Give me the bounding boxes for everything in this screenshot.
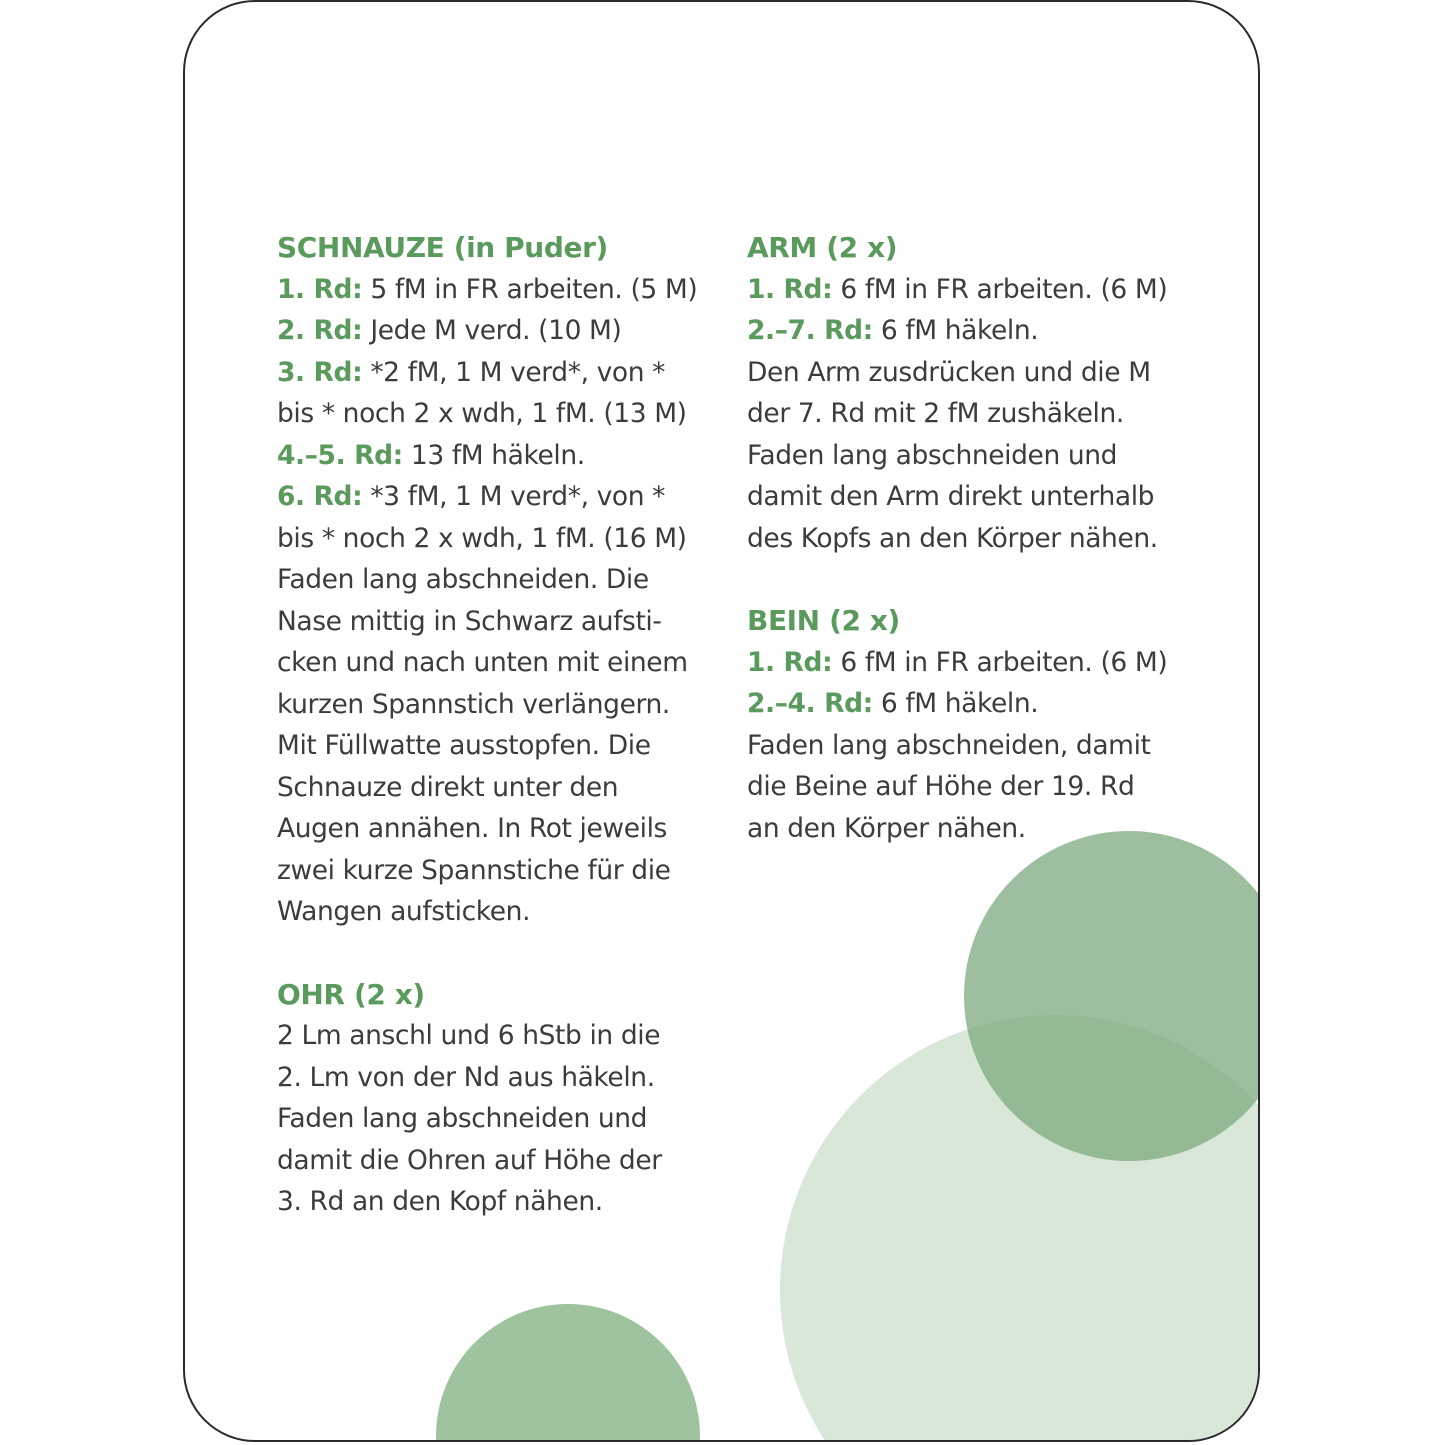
instruction-line — [277, 1015, 727, 1057]
instruction-text: der 7. Rd mit 2 fM zushäkeln. — [747, 398, 1124, 429]
instruction-text: bis * noch 2 x wdh, 1 fM. (16 M) — [277, 522, 687, 554]
round-label: 4.–5. Rd: — [277, 439, 403, 471]
instruction-text: Schnauze direkt unter den — [277, 771, 619, 803]
instruction-text: Faden lang abschneiden. Die — [277, 564, 649, 595]
instruction-line — [277, 891, 727, 933]
instruction-text: 2. Lm von der Nd aus häkeln. — [277, 1061, 655, 1093]
instruction-text: 6 fM häkeln. — [872, 688, 1039, 719]
instruction-line — [277, 559, 727, 601]
instruction-line — [747, 683, 1217, 725]
instruction-text: 13 fM häkeln. — [402, 439, 585, 471]
instruction-text: *2 fM, 1 M verd*, von * — [362, 356, 665, 388]
instruction-text: cken und nach unten mit einem — [277, 647, 688, 678]
section-title: ARM (2 x) — [747, 231, 898, 264]
instruction-text: zwei kurze Spannstiche für die — [277, 854, 671, 886]
instruction-text: bis * noch 2 x wdh, 1 fM. (13 M) — [277, 398, 687, 429]
instruction-text: *3 fM, 1 M verd*, von * — [362, 481, 665, 512]
instruction-line — [277, 808, 727, 850]
left-column — [277, 227, 727, 1264]
round-label: 1. Rd: — [747, 646, 833, 678]
instruction-text: an den Körper nähen. — [747, 812, 1026, 844]
instruction-text: 6 fM häkeln. — [872, 315, 1039, 346]
instruction-text: 3. Rd an den Kopf nähen. — [277, 1186, 603, 1217]
round-label: 6. Rd: — [277, 481, 363, 512]
instruction-text: die Beine auf Höhe der 19. Rd — [747, 771, 1135, 802]
instruction-line — [277, 725, 727, 767]
round-label: 2. Rd: — [277, 315, 363, 346]
section-title: OHR (2 x) — [277, 977, 425, 1011]
instruction-text: Wangen aufsticken. — [277, 896, 531, 927]
instruction-text: 5 fM in FR arbeiten. (5 M) — [362, 273, 698, 305]
instruction-line — [277, 393, 727, 435]
instruction-line — [277, 1057, 727, 1099]
instruction-line — [277, 476, 727, 518]
instruction-line — [277, 642, 727, 684]
round-label: 2.–7. Rd: — [747, 315, 873, 346]
instruction-line — [277, 435, 727, 477]
instruction-text: 6 fM in FR arbeiten. (6 M) — [832, 646, 1168, 678]
instruction-line — [747, 310, 1217, 352]
instruction-text: Mit Füllwatte ausstopfen. Die — [277, 730, 651, 761]
decorative-circle-bottom — [436, 1304, 700, 1442]
section-lines — [277, 269, 727, 933]
instruction-text: des Kopfs an den Körper nähen. — [747, 522, 1158, 554]
instruction-line — [277, 1181, 727, 1223]
instruction-card — [183, 0, 1260, 1442]
instruction-line — [277, 310, 727, 352]
instruction-line — [277, 269, 727, 311]
right-column — [747, 227, 1217, 890]
section-lines — [747, 269, 1217, 560]
instruction-line — [747, 725, 1217, 767]
instruction-line — [747, 766, 1217, 808]
instruction-text: Augen annähen. In Rot jeweils — [277, 813, 667, 844]
instruction-line — [277, 1140, 727, 1182]
round-label: 1. Rd: — [277, 273, 363, 305]
instruction-line — [747, 476, 1217, 518]
section-ohr — [277, 974, 727, 1223]
instruction-line — [277, 684, 727, 726]
instruction-line — [747, 435, 1217, 477]
instruction-line — [277, 1098, 727, 1140]
instruction-text: damit den Arm direkt unterhalb — [747, 481, 1155, 512]
instruction-text: Den Arm zusdrücken und die M — [747, 356, 1151, 388]
instruction-line — [747, 352, 1217, 394]
instruction-text: Nase mittig in Schwarz aufsti- — [277, 605, 662, 637]
instruction-line — [277, 850, 727, 892]
instruction-line — [277, 518, 727, 560]
instruction-line — [747, 269, 1217, 311]
section-bein — [747, 600, 1217, 849]
instruction-text: Faden lang abschneiden und — [747, 439, 1118, 471]
instruction-text: Faden lang abschneiden, damit — [747, 729, 1151, 761]
instruction-text: 2 Lm anschl und 6 hStb in die — [277, 1020, 661, 1051]
section-lines — [277, 1015, 727, 1223]
instruction-text: Faden lang abschneiden und — [277, 1103, 648, 1134]
instruction-text: 6 fM in FR arbeiten. (6 M) — [832, 273, 1168, 305]
instruction-line — [747, 808, 1217, 850]
section-lines — [747, 642, 1217, 850]
instruction-text: Jede M verd. (10 M) — [362, 315, 622, 346]
section-arm — [747, 227, 1217, 559]
round-label: 3. Rd: — [277, 356, 363, 388]
section-title: BEIN (2 x) — [747, 604, 900, 637]
instruction-line — [277, 601, 727, 643]
instruction-line — [747, 642, 1217, 684]
instruction-line — [747, 518, 1217, 560]
section-title: SCHNAUZE (in Puder) — [277, 231, 608, 264]
round-label: 2.–4. Rd: — [747, 688, 873, 719]
round-label: 1. Rd: — [747, 273, 833, 305]
instruction-line — [277, 352, 727, 394]
instruction-text: kurzen Spannstich verlängern. — [277, 688, 670, 720]
instruction-text: damit die Ohren auf Höhe der — [277, 1144, 662, 1176]
instruction-line — [747, 393, 1217, 435]
instruction-line — [277, 767, 727, 809]
section-schnauze — [277, 227, 727, 933]
